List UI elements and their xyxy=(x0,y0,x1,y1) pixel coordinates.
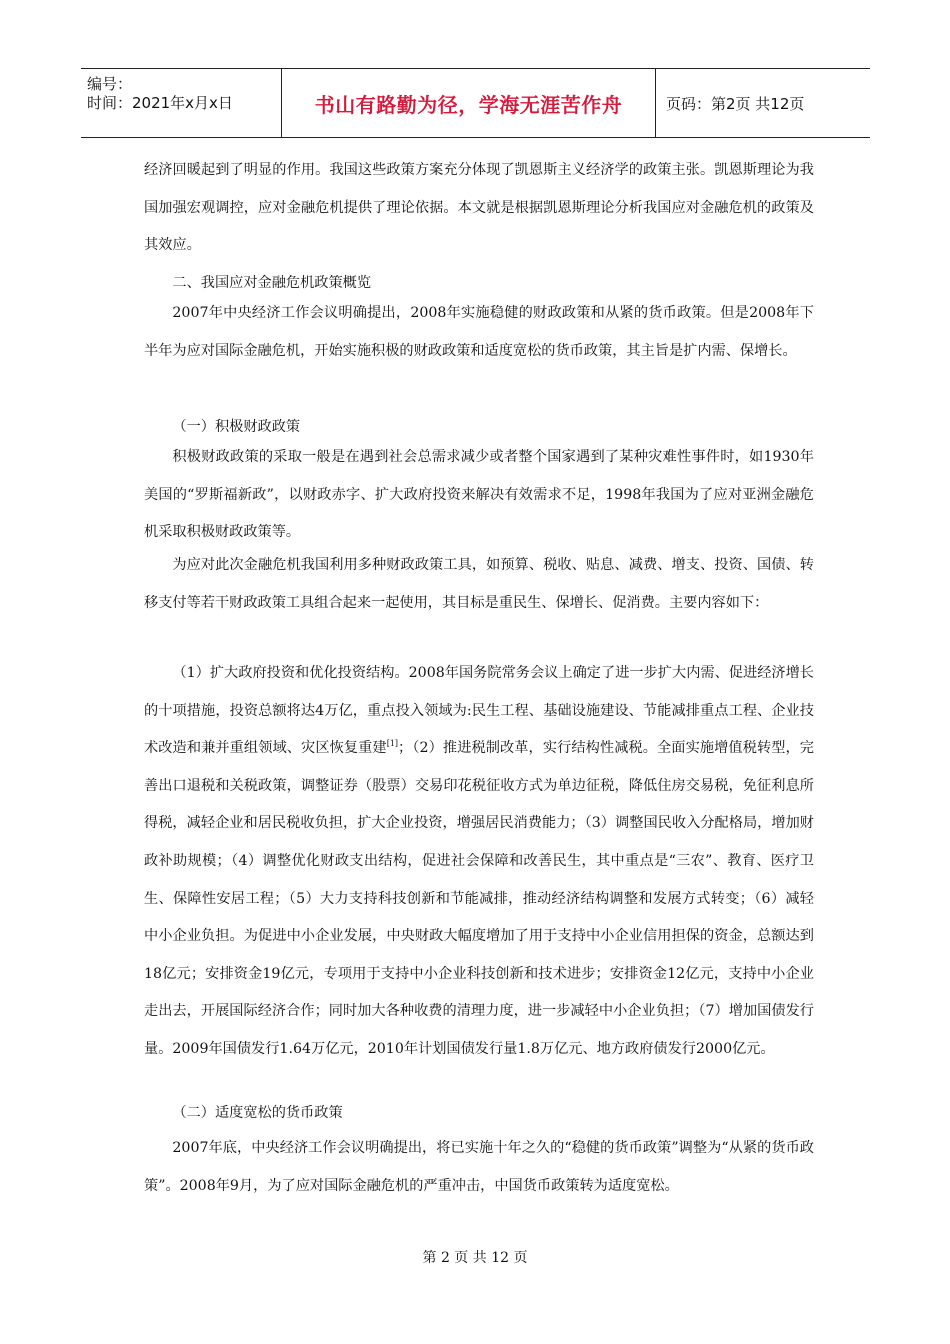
measures-text-part2: ；（2）推进税制改革，实行结构性减税。全面实施增值税转型，完善出口退税和关税政策，调整证券（股票）交易印花税征收方式为单边征税，降低住房交易税，免征利息所得税，减轻企业和居民税收负担，扩大企业投资，增强居民消费能力；（3）调整国民收入分配格局，增加财政补助规模；（4）调整优化财政支出结构，促进社会保障和改善民生，其中重点是“三农”、教育、医疗卫生、保障性安居工程；（5）大力支持科技创新和节能减排，推动经济结构调整和发展方式转变；（6）减轻中小企业负担。为促进中小企业发展，中央财政大幅度增加了用于支持中小企业信用担保的资金，总额达到18亿元；安排资金19亿元，专项用于支持中小企业科技创新和技术进步；安排资金12亿元，支持中小企业走出去，开展国际经济合作；同时加大各种收费的清理力度，进一步减轻中小企业负担；（7）增加国债发行量。2009年国债发行1.64万亿元，2010年计划国债发行量1.8万亿元、地方政府债发行2000亿元。 xyxy=(144,740,814,1057)
header-meta xyxy=(81,69,282,137)
paragraph-monetary: 2007年底，中央经济工作会议明确提出，将已实施十年之久的“稳健的货币政策”调整为“从紧的货币政策”。2008年9月，为了应对国际金融危机的严重冲击，中国货币政策转为适度宽松。 xyxy=(144,1140,814,1194)
subsection-heading-fiscal: （一）积极财政政策 xyxy=(172,419,301,435)
number-label: 编号： xyxy=(87,75,133,93)
paragraph-intro: 经济回暖起到了明显的作用。我国这些政策方案充分体现了凯恩斯主义经济学的政策主张。凯恩斯理论为我国加强宏观调控，应对金融危机提供了理论依据。本文就是根据凯恩斯理论分析我国应对金融危机的政策及其效应。 xyxy=(144,162,814,254)
paragraph-overview: 2007年中央经济工作会议明确提出，2008年实施稳健的财政政策和从紧的货币政策。但是2008年下半年为应对国际金融危机，开始实施积极的财政政策和适度宽松的货币政策，其主旨是扩内需、保增长。 xyxy=(144,305,814,359)
header-page-info: 页码：第2页 共12页 xyxy=(666,94,805,113)
page-footer: 第 2 页 共 12 页 xyxy=(422,1250,528,1266)
paragraph-fiscal-tools: 为应对此次金融危机我国利用多种财政政策工具，如预算、税收、贴息、减费、增支、投资、国债、转移支付等若干财政政策工具组合起来一起使用，其目标是重民生、保增长、促消费。主要内容如下： xyxy=(144,557,814,611)
page-header xyxy=(81,68,870,138)
measures-text-part1: （1）扩大政府投资和优化投资结构。2008年国务院常务会议上确定了进一步扩大内需、促进经济增长的十项措施，投资总额将达4万亿，重点投入领域为:民生工程、基础设施建设、节能减排重点工程、企业技术改造和兼并重组领域、灾区恢复重建 xyxy=(144,665,814,757)
date-label: 时间：2021年x月x日 xyxy=(87,94,233,112)
paragraph-fiscal-definition: 积极财政政策的采取一般是在遇到社会总需求减少或者整个国家遇到了某种灾难性事件时，如1930年美国的“罗斯福新政”，以财政赤字、扩大政府投资来解决有效需求不足，1998年我国为了应对亚洲金融危机采取积极财政政策等。 xyxy=(144,449,814,541)
citation-ref: [1] xyxy=(386,739,399,749)
header-motto: 书山有路勤为径，学海无涯苦作舟 xyxy=(282,69,656,137)
section-heading-2: 二、我国应对金融危机政策概览 xyxy=(172,275,372,291)
paragraph-fiscal-measures xyxy=(144,655,814,1069)
subsection-heading-monetary: （二）适度宽松的货币政策 xyxy=(172,1105,343,1121)
